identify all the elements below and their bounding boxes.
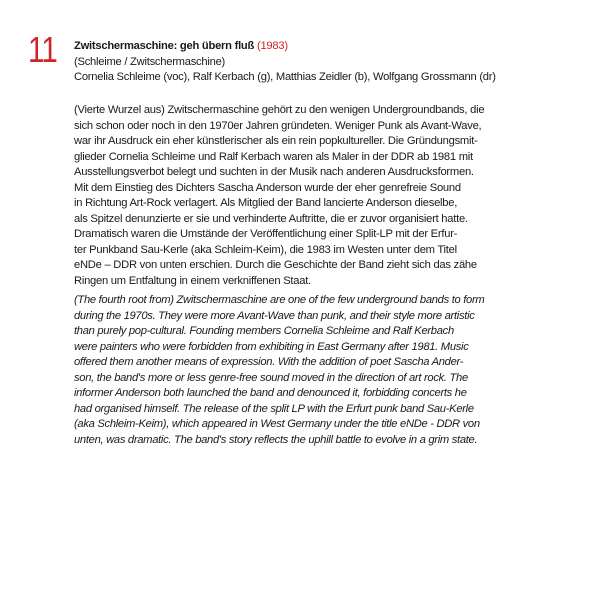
text-line-en: son, the band's more or less genre-free sound moved in the direction of art rock. The — [74, 371, 468, 384]
text-line-de: ter Punkband Sau-Kerle (aka Schleim-Keim), die 1983 im Westen unter dem Titel — [74, 243, 457, 256]
text-line-de: glieder Cornelia Schleime und Ralf Kerbach waren als Maler in der DDR ab 1981 mit — [74, 150, 473, 163]
german-description — [74, 103, 519, 289]
english-description — [74, 293, 519, 448]
text-line-de: eNDe – DDR von unten erschien. Durch die Geschichte der Band zieht sich das zähe — [74, 259, 477, 271]
text-line-de: Ausstellungsverbot belegt und suchten in der Musik nach anderen Ausdrucksformen. — [74, 166, 474, 178]
track-personnel: Cornelia Schleime (voc), Ralf Kerbach (g), Matthias Zeidler (b), Wolfgang Grossmann (dr) — [74, 71, 496, 83]
text-line-de: in Richtung Art-Rock verlagert. Als Mitglied der Band lancierte Anderson dieselbe, — [74, 197, 458, 209]
text-line-en: informer Anderson both launched the band and denounced it, forbidding concerts he — [74, 387, 467, 399]
text-line-de: Ringen um Entfaltung in einem verkniffenen Staat. — [74, 274, 311, 287]
track-header — [74, 39, 574, 86]
text-line-en: were painters who were forbidden from exhibiting in East Germany after 1981. Music — [74, 340, 469, 353]
text-line-de: Mit dem Einstieg des Dichters Sascha Anderson wurde der eher genrefreie Sound — [74, 181, 461, 194]
track-year: (1983) — [256, 40, 288, 52]
track-title: Zwitschermaschine: geh übern fluß — [74, 40, 255, 52]
text-line-de: als Spitzel denunzierte er sie und verhinderte Auftritte, die er zuvor organisiert hatte. — [74, 212, 468, 225]
text-line-de: (Vierte Wurzel aus) Zwitschermaschine gehört zu den wenigen Undergroundbands, die — [74, 104, 485, 116]
text-line-en: offered them another means of expression. With the addition of poet Sascha Ander- — [74, 356, 464, 368]
title-line — [74, 39, 288, 55]
text-line-en: unten, was dramatic. The band's story reflects the uphill battle to evolve in a grim state. — [74, 433, 478, 446]
track-label: (Schleime / Zwitschermaschine) — [74, 55, 226, 68]
text-line-de: war ihr Ausdruck ein eher künstlerischer als ein rein popkultureller. Die Gründungsmit- — [74, 135, 478, 147]
text-line-en: had organised himself. The release of the split LP with the Erfurt punk band Sau-Kerle — [74, 402, 474, 415]
text-line-de: sich schon oder noch in den 1970er Jahren gründeten. Weniger Punk als Avant-Wave, — [74, 119, 482, 132]
text-line-en: (The fourth root from) Zwitschermaschine are one of the few underground bands to form — [74, 294, 485, 306]
text-line-de: Dramatisch waren die Umstände der Veröffentlichung einer Split-LP mit der Erfur- — [74, 228, 458, 240]
track-number: 11 — [28, 29, 58, 70]
text-line-en: than purely pop-cultural. Founding members Cornelia Schleime and Ralf Kerbach — [74, 325, 454, 337]
text-line-en: (aka Schleim-Keim), which appeared in West Germany under the title eNDe - DDR von — [74, 418, 480, 430]
text-line-en: during the 1970s. They were more Avant-Wave than punk, and their style more artistic — [74, 309, 475, 322]
